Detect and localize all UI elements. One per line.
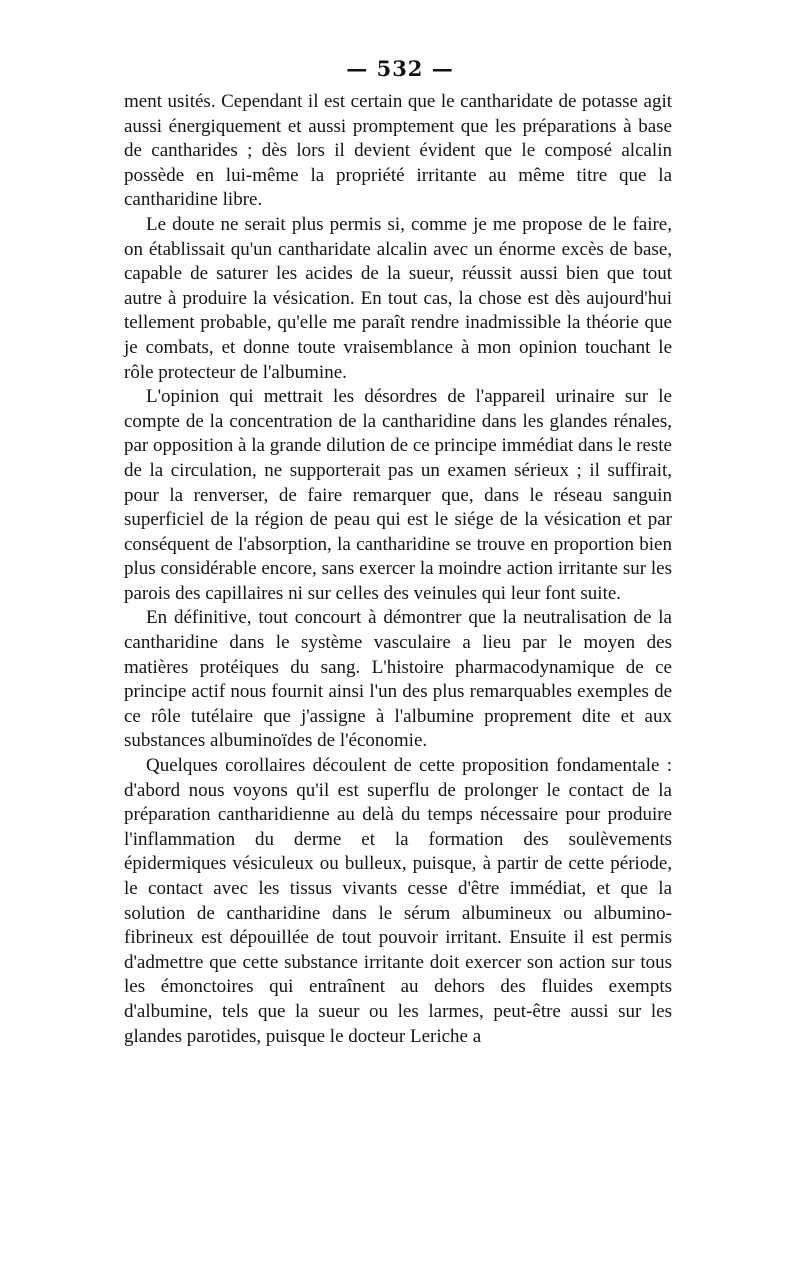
paragraph-3: L'opinion qui mettrait les désordres de l'appareil urinaire sur le compte de la concentration de la cantharidine dans les glandes rénales, par opposition à la grande dilution de ce principe immédiat dans le reste de la circulation, ne supporterait pas un examen sérieux ; il suffirait, pour la renverser, de faire remarquer que, dans le réseau sanguin superficiel de la région de peau qui est le siége de la vésication et par conséquent de l'absorption, la cantharidine se trouve en proportion bien plus considérable encore, sans exercer la moindre action irritante sur les parois des capillaires ni sur celles des veinules qui leur font suite. — [124, 386, 672, 604]
body-text — [124, 90, 672, 1049]
paragraph-5: Quelques corollaires découlent de cette proposition fondamentale : d'abord nous voyons qu'il est superflu de prolonger le contact de la préparation cantharidienne au delà du temps nécessaire pour produire l'inflammation du derme et la formation des soulèvements épidermiques vésiculeux ou bulleux, puisque, à partir de cette période, le contact avec les tissus vivants cesse d'être immédiat, et que la solution de cantharidine dans le sérum albumineux ou albumino-fibrineux est dépouillée de tout pouvoir irritant. Ensuite il est permis d'admettre que cette substance irritante doit exercer son action sur tous les émonctoires qui entraînent au dehors des fluides exempts d'albumine, tels que la sueur ou les larmes, peut-être aussi sur les glandes parotides, puisque le docteur Leriche a — [124, 755, 672, 1047]
paragraph-2: Le doute ne serait plus permis si, comme je me propose de le faire, on établissait qu'un cantharidate alcalin avec un énorme excès de base, capable de saturer les acides de la sueur, réussit aussi bien que tout autre à produire la vésication. En tout cas, la chose est dès aujourd'hui tellement probable, qu'elle me paraît rendre inadmissible la théorie que je combats, et donne toute vraisemblance à mon opinion touchant le rôle protecteur de l'albumine. — [124, 213, 672, 383]
page-number: — 532 — — [346, 56, 454, 81]
paragraph-4: En définitive, tout concourt à démontrer que la neutralisation de la cantharidine dans le système vasculaire a lieu par le moyen des matières protéiques du sang. L'histoire pharmacodynamique de ce principe actif nous fournit ainsi l'un des plus remarquables exemples de ce rôle tutélaire que j'assigne à l'albumine proprement dite et aux substances albuminoïdes de l'économie. — [124, 607, 672, 752]
paragraph-1: ment usités. Cependant il est certain que le cantharidate de potasse agit aussi énergiquement et aussi promptement que les préparations à base de cantharides ; dès lors il devient évident que le composé alcalin possède en lui-même la propriété irritante au même titre que la cantharidine libre. — [124, 91, 672, 211]
